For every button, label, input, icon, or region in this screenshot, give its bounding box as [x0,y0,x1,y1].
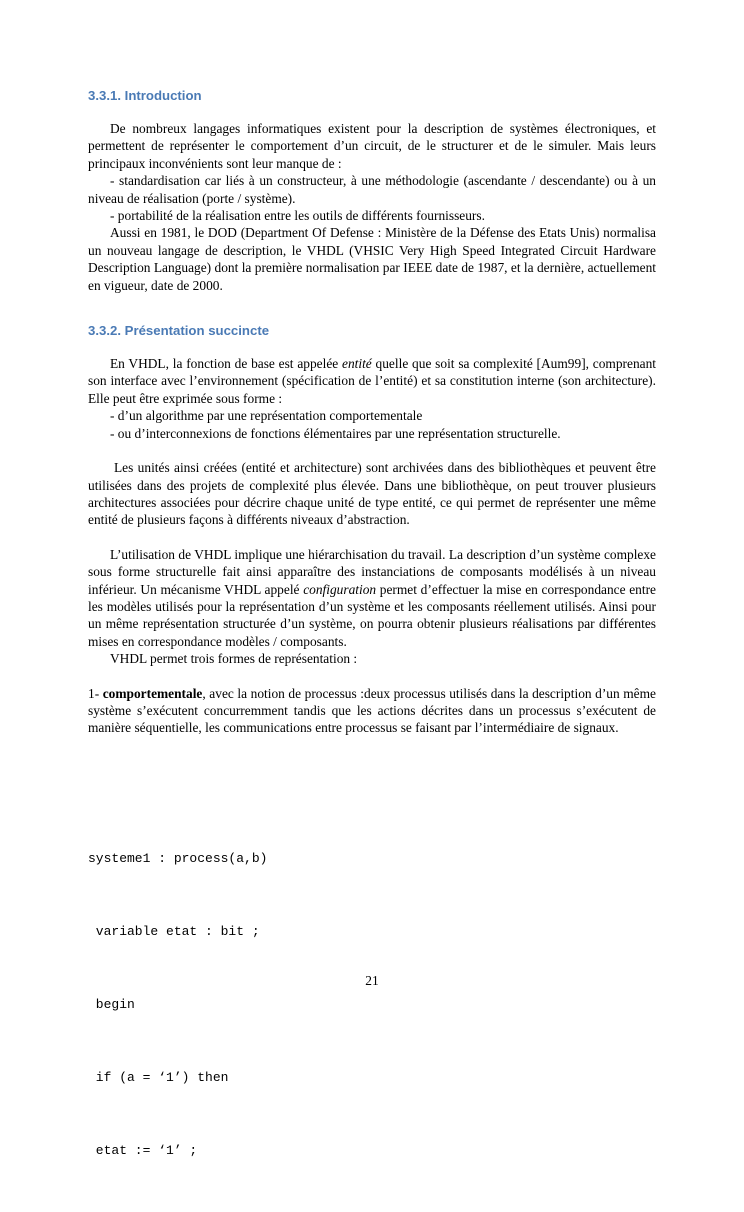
presentation-list-item-2: - ou d’interconnexions de fonctions élémentaires par une représentation structurelle. [110,425,561,441]
intro-list-item-1: - standardisation car liés à un constructeur, à une méthodologie (ascendante / descendante) ou à un niveau de réalisation (porte / système). [88,173,656,206]
presentation-list-item-1: - d’un algorithme par une représentation comportementale [110,408,423,424]
code-block [88,799,656,1212]
code-line: begin [88,997,135,1013]
presentation-paragraph-5: 1- comportementale, avec la notion de processus :deux processus utilisés dans la description d’un même système s’exécutent concurremment tandis que les actions décrites dans un processus s’exécutent de manière séquentielle, les communications entre processus se faisant par l’intermédiaire de signaux. [88,685,656,736]
code-line: variable etat : bit ; [88,924,260,940]
code-line: if (a = ‘1’) then [88,1070,229,1086]
presentation-paragraph-3: L’utilisation de VHDL implique une hiérarchisation du travail. La description d’un système complexe sous forme structurelle fait ainsi apparaître des instanciations de composants modélisés à un niveau inférieur. Un mécanisme VHDL appelé configuration permet d’effectuer la mise en correspondance entre les modèles utilisés pour la représentation d’un système et les composants réellement utilisés. Ainsi pour un même représentation structurée d’un système, on pourra obtenir plusieurs réalisations par différentes mises en correspondance modèles / composants. [88,546,656,649]
page-number: 21 [365,973,379,988]
presentation-paragraph-2: Les unités ainsi créées (entité et architecture) sont archivées dans des bibliothèques et peuvent être utilisées dans des projets de complexité plus élevée. Dans une bibliothèque, on peut trouver plusieurs architectures associées pour décrire chaque unité de type entité, ce qui permet de représenter une même entité de plusieurs façons à différents niveaux d’abstraction. [88,460,656,528]
code-line: systeme1 : process(a,b) [88,851,268,867]
presentation-paragraph-4: VHDL permet trois formes de représentation : [110,651,358,667]
section-heading-presentation: 3.3.2. Présentation succincte [88,323,270,339]
document-page [88,86,656,1212]
intro-list-item-2: - portabilité de la réalisation entre les outils de différents fournisseurs. [110,208,485,224]
code-line: etat := ‘1’ ; [88,1142,198,1158]
intro-paragraph-2: Aussi en 1981, le DOD (Department Of Defense : Ministère de la Défense des Etats Unis) normalisa un nouveau langage de description, le VHDL (VHSIC Very High Speed Integrated Circuit Hardware Description Language) dont la première normalisation par IEEE date de 1987, et la dernière, actuellement en vigueur, date de 2000. [88,225,656,293]
section-heading-introduction: 3.3.1. Introduction [88,88,202,103]
intro-paragraph-1: De nombreux langages informatiques existent pour la description de systèmes électroniques, et permettent de représenter le comportement d’un circuit, de le structurer et de le simuler. Mais leurs principaux inconvénients sont leur manque de : [88,121,656,171]
presentation-paragraph-1: En VHDL, la fonction de base est appelée entité quelle que soit sa complexité [Aum99], comprenant son interface avec l’environnement (spécification de l’entité) et sa constitution interne (son architecture). Elle peut être exprimée sous forme : [88,356,656,406]
